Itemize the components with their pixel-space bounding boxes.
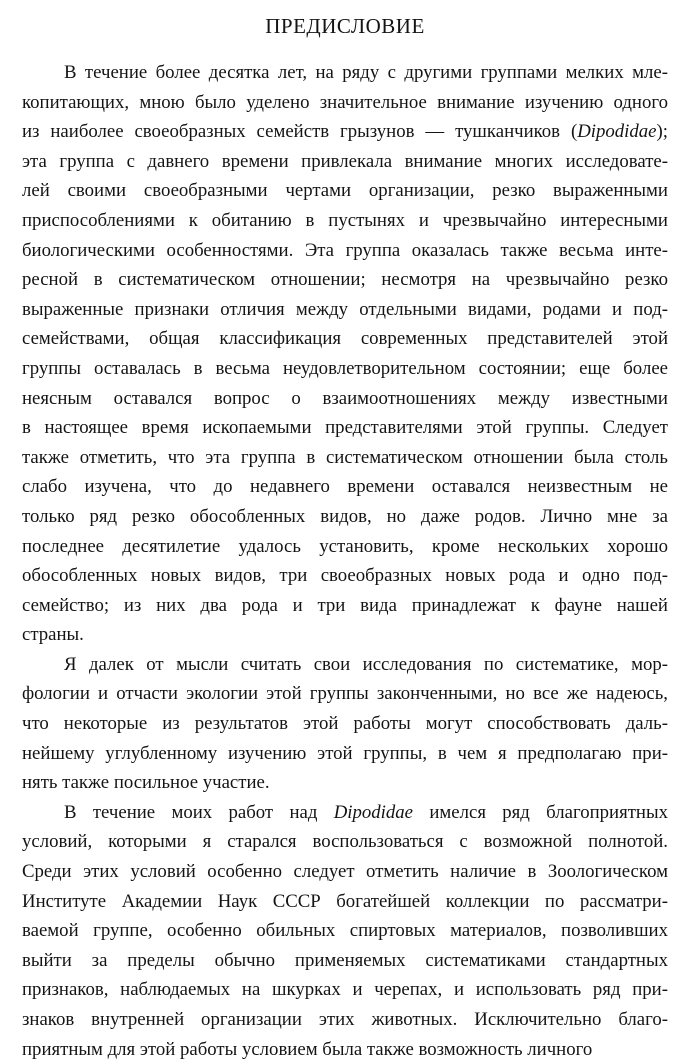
text-line: что некоторые из результатов этой работы могут способствовать даль- (22, 713, 668, 735)
text-line: ресной в систематическом отношении; несмотря на чрезвычайно резко (22, 269, 668, 291)
text-line: фологии и отчасти экологии этой группы законченными, но все же надеюсь, (22, 683, 668, 705)
text-line: В течение более десятка лет, на ряду с другими группами мелких мле- (64, 62, 668, 83)
text-line: копитающих, мною было уделено значительное внимание изучению одного (22, 91, 668, 113)
text-line: Среди этих условий особенно следует отметить наличие в Зоологическом (22, 861, 668, 883)
paragraph (22, 58, 668, 650)
text-line: также отметить, что эта группа в систематическом отношении была столь (22, 446, 668, 468)
text-line: в настоящее время ископаемыми представителями этой группы. Следует (22, 417, 668, 439)
paragraph (22, 798, 668, 1064)
text-line: приятным для этой работы условием была также возможность личного (22, 1038, 593, 1060)
page-title: ПРЕДИСЛОВИЕ (265, 14, 425, 38)
text-line: знаков внутренней организации этих животных. Исключительно благо- (22, 1009, 668, 1030)
text-line: слабо изучена, что до недавнего времени оставался неизвестным не (22, 476, 668, 498)
text-line: страны. (22, 624, 84, 646)
paragraph (22, 650, 668, 798)
text-line: последнее десятилетие удалось установить, кроме нескольких хорошо (22, 535, 668, 557)
text-line: выраженные признаки отличия между отдельными видами, родами и под- (22, 298, 668, 320)
text-line: семействами, общая классификация современных представителей этой (22, 328, 668, 350)
text-line: Институте Академии Наук СССР богатейшей коллекции по рассматри- (22, 890, 668, 912)
text-line: нять также посильное участие. (22, 772, 270, 794)
text-line: эта группа с давнего времени привлекала внимание многих исследовате- (22, 150, 668, 172)
text-line: выйти за пределы обычно применяемых систематиками стандартных (22, 949, 668, 971)
text-line: В течение моих работ над Dipodidae имелся ряд благоприятных (64, 801, 668, 823)
text-line: нейшему углубленному изучению этой группы, в чем я предполагаю при- (22, 742, 668, 764)
text-line: из наиболее своеобразных семейств грызунов — тушканчиков (Dipodidae); (22, 121, 668, 143)
text-line: семейство; из них два рода и три вида принадлежат к фауне нашей (22, 594, 668, 616)
text-line: лей своими своеобразными чертами организации, резко выраженными (22, 180, 668, 202)
body-text (22, 58, 668, 1064)
text-line: Я далек от мысли считать свои исследования по систематике, мор- (64, 653, 668, 675)
text-line: биологическими особенностями. Эта группа оказалась также весьма инте- (22, 239, 668, 261)
text-line: неясным оставался вопрос о взаимоотношениях между известными (22, 387, 668, 409)
text-line: ваемой группе, особенно обильных спиртовых материалов, позволивших (22, 920, 668, 942)
text-line: признаков, наблюдаемых на шкурках и черепах, и использовать ряд при- (22, 979, 668, 1001)
text-line: приспособлениями к обитанию в пустынях и чрезвычайно интересными (22, 209, 668, 231)
text-line: группы оставалась в весьма неудовлетворительном состоянии; еще более (22, 357, 668, 379)
text-line: условий, которыми я старался воспользоваться с возможной полнотой. (22, 831, 668, 853)
text-line: обособленных новых видов, три своеобразных новых рода и одно под- (22, 565, 668, 587)
text-line: только ряд резко обособленных видов, но даже родов. Лично мне за (22, 505, 668, 527)
